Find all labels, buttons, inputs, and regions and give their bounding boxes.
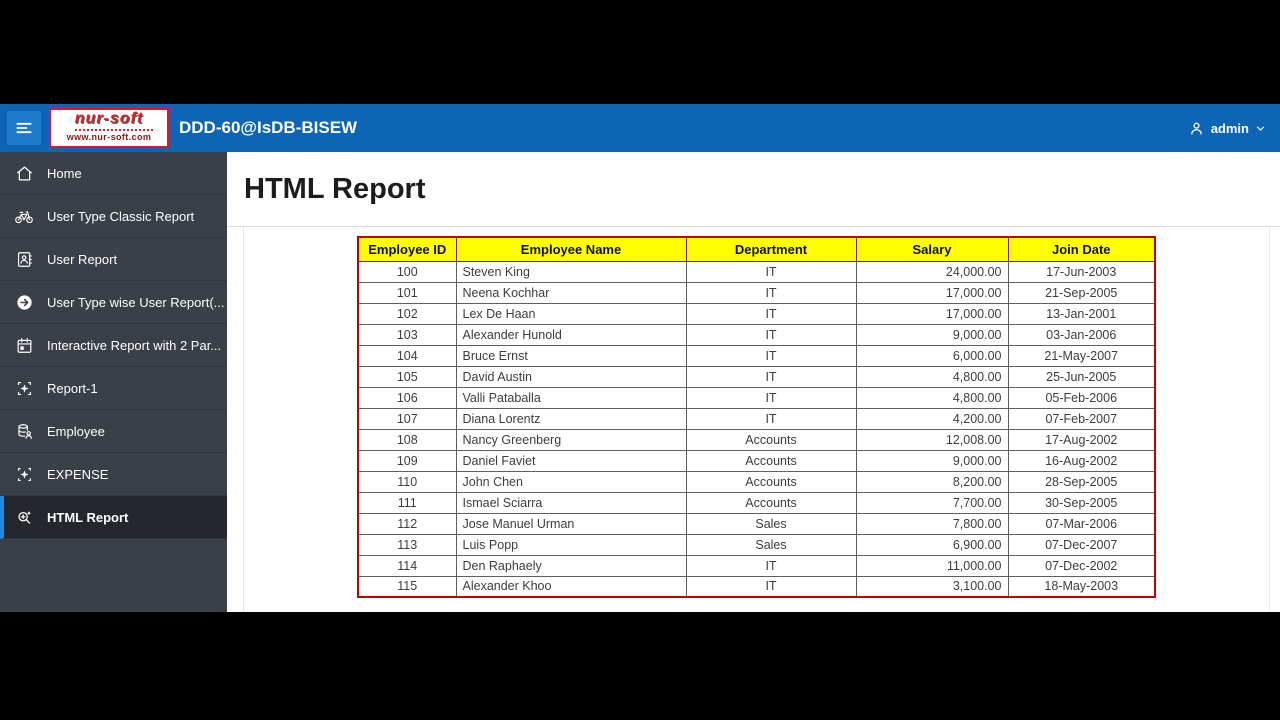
cell-employee-name: John Chen bbox=[456, 471, 686, 492]
cell-employee-id: 103 bbox=[358, 324, 456, 345]
cell-department: IT bbox=[686, 366, 856, 387]
cell-join-date: 07-Feb-2007 bbox=[1008, 408, 1155, 429]
user-name: admin bbox=[1210, 120, 1249, 136]
table-row bbox=[358, 513, 1155, 534]
cell-join-date: 30-Sep-2005 bbox=[1008, 492, 1155, 513]
cell-join-date: 05-Feb-2006 bbox=[1008, 387, 1155, 408]
cell-department: IT bbox=[686, 555, 856, 576]
sidebar-item-label: HTML Report bbox=[47, 509, 129, 525]
table-row bbox=[358, 492, 1155, 513]
cell-employee-id: 114 bbox=[358, 555, 456, 576]
table-row bbox=[358, 408, 1155, 429]
cell-salary: 4,800.00 bbox=[856, 387, 1008, 408]
cell-employee-id: 102 bbox=[358, 303, 456, 324]
cell-join-date: 17-Jun-2003 bbox=[1008, 261, 1155, 282]
cell-salary: 3,100.00 bbox=[856, 576, 1008, 597]
cell-employee-id: 115 bbox=[358, 576, 456, 597]
brand-url: www.nur-soft.com bbox=[66, 132, 152, 142]
sidebar-item-label: Interactive Report with 2 Par... bbox=[47, 337, 222, 353]
table-row bbox=[358, 534, 1155, 555]
cell-employee-name: Steven King bbox=[456, 261, 686, 282]
sidebar-item-user-report[interactable] bbox=[0, 238, 227, 281]
cell-department: IT bbox=[686, 345, 856, 366]
sparkle-icon bbox=[14, 464, 34, 484]
cell-department: IT bbox=[686, 408, 856, 429]
cell-employee-id: 106 bbox=[358, 387, 456, 408]
cell-join-date: 18-May-2003 bbox=[1008, 576, 1155, 597]
cell-salary: 9,000.00 bbox=[856, 450, 1008, 471]
bicycle-icon bbox=[14, 206, 34, 226]
hamburger-icon bbox=[14, 118, 34, 138]
cell-employee-name: David Austin bbox=[456, 366, 686, 387]
cell-salary: 17,000.00 bbox=[856, 282, 1008, 303]
sidebar-item-report-1[interactable] bbox=[0, 367, 227, 410]
cell-salary: 6,000.00 bbox=[856, 345, 1008, 366]
cell-salary: 17,000.00 bbox=[856, 303, 1008, 324]
page-title: HTML Report bbox=[244, 172, 426, 205]
app-title: DDD-60@IsDB-BISEW bbox=[179, 118, 358, 137]
cell-join-date: 07-Dec-2007 bbox=[1008, 534, 1155, 555]
sidebar-item-label: User Type wise User Report(... bbox=[47, 294, 225, 310]
table-row bbox=[358, 450, 1155, 471]
sidebar-item-label: EXPENSE bbox=[47, 466, 109, 482]
person-icon bbox=[1188, 120, 1205, 137]
cell-salary: 8,200.00 bbox=[856, 471, 1008, 492]
sidebar-item-label: User Type Classic Report bbox=[47, 208, 195, 224]
app-header bbox=[0, 104, 1280, 152]
sidebar-item-label: Report-1 bbox=[47, 380, 98, 396]
sparkle-frame-icon bbox=[14, 378, 34, 398]
table-row bbox=[358, 303, 1155, 324]
menu-toggle-button[interactable] bbox=[7, 111, 41, 145]
col-header-join-date: Join Date bbox=[1008, 237, 1155, 261]
cell-department: IT bbox=[686, 576, 856, 597]
cell-employee-name: Alexander Khoo bbox=[456, 576, 686, 597]
cell-salary: 9,000.00 bbox=[856, 324, 1008, 345]
cell-employee-id: 100 bbox=[358, 261, 456, 282]
cell-employee-id: 109 bbox=[358, 450, 456, 471]
cell-employee-id: 105 bbox=[358, 366, 456, 387]
col-header-salary: Salary bbox=[856, 237, 1008, 261]
sidebar-nav bbox=[0, 152, 227, 612]
sidebar-item-user-type-classic-report[interactable] bbox=[0, 195, 227, 238]
cell-department: Accounts bbox=[686, 492, 856, 513]
table-row bbox=[358, 429, 1155, 450]
user-menu[interactable] bbox=[1188, 120, 1266, 137]
cell-department: Accounts bbox=[686, 429, 856, 450]
sidebar-item-label: Employee bbox=[47, 423, 105, 439]
cell-join-date: 21-May-2007 bbox=[1008, 345, 1155, 366]
database-person-icon bbox=[14, 421, 34, 441]
sidebar-item-label: User Report bbox=[47, 251, 118, 267]
cell-employee-name: Nancy Greenberg bbox=[456, 429, 686, 450]
cell-employee-name: Luis Popp bbox=[456, 534, 686, 555]
cell-department: IT bbox=[686, 324, 856, 345]
table-row bbox=[358, 261, 1155, 282]
cell-employee-name: Jose Manuel Urman bbox=[456, 513, 686, 534]
col-header-employee-id: Employee ID bbox=[358, 237, 456, 261]
cell-employee-name: Valli Pataballa bbox=[456, 387, 686, 408]
table-row bbox=[358, 387, 1155, 408]
cell-join-date: 25-Jun-2005 bbox=[1008, 366, 1155, 387]
cell-department: Sales bbox=[686, 534, 856, 555]
cell-salary: 4,200.00 bbox=[856, 408, 1008, 429]
cell-department: IT bbox=[686, 282, 856, 303]
sidebar-item-html-report[interactable] bbox=[0, 496, 227, 539]
table-row bbox=[358, 282, 1155, 303]
table-row bbox=[358, 471, 1155, 492]
cell-department: IT bbox=[686, 387, 856, 408]
report-region bbox=[243, 227, 1270, 612]
cell-employee-id: 101 bbox=[358, 282, 456, 303]
cell-employee-id: 113 bbox=[358, 534, 456, 555]
cell-salary: 7,700.00 bbox=[856, 492, 1008, 513]
cell-join-date: 17-Aug-2002 bbox=[1008, 429, 1155, 450]
magnifier-sparkle-icon bbox=[14, 507, 34, 527]
cell-salary: 6,900.00 bbox=[856, 534, 1008, 555]
cell-employee-name: Bruce Ernst bbox=[456, 345, 686, 366]
cell-department: Sales bbox=[686, 513, 856, 534]
table-row bbox=[358, 324, 1155, 345]
brand-tagline-rule bbox=[75, 128, 153, 131]
cell-join-date: 07-Mar-2006 bbox=[1008, 513, 1155, 534]
cell-join-date: 03-Jan-2006 bbox=[1008, 324, 1155, 345]
cell-salary: 7,800.00 bbox=[856, 513, 1008, 534]
chevron-down-icon bbox=[1255, 123, 1266, 134]
cell-employee-id: 104 bbox=[358, 345, 456, 366]
sidebar-item-employee[interactable] bbox=[0, 410, 227, 453]
col-header-department: Department bbox=[686, 237, 856, 261]
cell-employee-id: 112 bbox=[358, 513, 456, 534]
col-header-employee-name: Employee Name bbox=[456, 237, 686, 261]
brand-logo bbox=[49, 108, 169, 148]
sidebar-item-home[interactable] bbox=[0, 152, 227, 195]
sidebar-item-interactive-report-2-params[interactable] bbox=[0, 324, 227, 367]
cell-join-date: 16-Aug-2002 bbox=[1008, 450, 1155, 471]
cell-salary: 24,000.00 bbox=[856, 261, 1008, 282]
cell-department: Accounts bbox=[686, 471, 856, 492]
cell-join-date: 13-Jan-2001 bbox=[1008, 303, 1155, 324]
table-row bbox=[358, 366, 1155, 387]
brand-name: nur-soft bbox=[74, 110, 144, 127]
cell-employee-id: 111 bbox=[358, 492, 456, 513]
cell-employee-name: Daniel Faviet bbox=[456, 450, 686, 471]
main-content bbox=[227, 152, 1280, 612]
contact-book-icon bbox=[14, 249, 34, 269]
cell-department: Accounts bbox=[686, 450, 856, 471]
cell-employee-name: Ismael Sciarra bbox=[456, 492, 686, 513]
cell-join-date: 07-Dec-2002 bbox=[1008, 555, 1155, 576]
table-row bbox=[358, 345, 1155, 366]
cell-department: IT bbox=[686, 303, 856, 324]
cell-join-date: 21-Sep-2005 bbox=[1008, 282, 1155, 303]
table-header-row bbox=[358, 237, 1155, 261]
cell-employee-id: 108 bbox=[358, 429, 456, 450]
sidebar-item-user-type-wise-user-report[interactable] bbox=[0, 281, 227, 324]
cell-department: IT bbox=[686, 261, 856, 282]
cell-employee-name: Lex De Haan bbox=[456, 303, 686, 324]
table-row bbox=[358, 576, 1155, 597]
cell-salary: 11,000.00 bbox=[856, 555, 1008, 576]
cell-employee-id: 110 bbox=[358, 471, 456, 492]
home-icon bbox=[14, 163, 34, 183]
cell-employee-name: Den Raphaely bbox=[456, 555, 686, 576]
employee-report-table bbox=[357, 236, 1156, 598]
table-row bbox=[358, 555, 1155, 576]
cell-employee-id: 107 bbox=[358, 408, 456, 429]
cell-employee-name: Alexander Hunold bbox=[456, 324, 686, 345]
cell-salary: 12,008.00 bbox=[856, 429, 1008, 450]
page-title-bar bbox=[227, 152, 1280, 227]
table-body bbox=[358, 261, 1155, 597]
arrow-right-circle-icon bbox=[14, 292, 34, 312]
cell-join-date: 28-Sep-2005 bbox=[1008, 471, 1155, 492]
cell-salary: 4,800.00 bbox=[856, 366, 1008, 387]
cell-employee-name: Diana Lorentz bbox=[456, 408, 686, 429]
sidebar-item-expense[interactable] bbox=[0, 453, 227, 496]
sidebar-item-label: Home bbox=[47, 165, 82, 181]
calendar-icon bbox=[14, 335, 34, 355]
cell-employee-name: Neena Kochhar bbox=[456, 282, 686, 303]
